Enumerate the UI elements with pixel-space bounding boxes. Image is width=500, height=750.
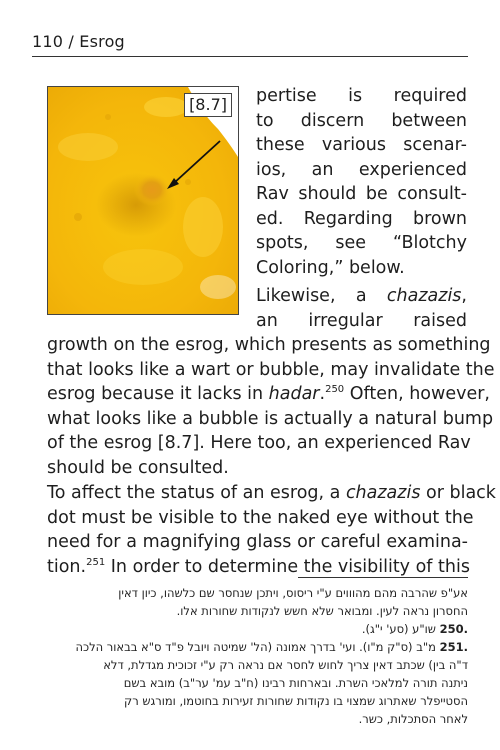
footnote-251-line: לאחר הסתכלות, כשר. [358,712,468,726]
footnote-ref-251: 251 [86,556,106,568]
footnote-250: .250 שו"ע (סע' י"ג). [361,622,468,636]
footnote-251-line: ניתנה תורה למלאכי השרת. ובארחות רבינו (ח"ב עמ' ער"ב) מובא בשם [123,676,468,690]
column-line: an irregular raised [256,310,467,331]
figure-label: [8.7] [184,93,232,117]
paragraph-visibility [47,481,496,579]
paragraph-line: tion.$^{251}$ In order to determine the visibility of this [47,556,470,577]
footnote-continuation: החסרון נראה לעין. ומבואר שלא חשש לנקודות שחורות אלו. [176,604,468,618]
column-line: Rav should be consult- [256,184,467,204]
paragraph-line: should be consulted. [47,457,229,478]
header-rule [32,56,468,57]
footnote-ref-250: 250 [325,384,345,396]
wrapped-column-text [256,84,467,280]
column-line: spots, see “Blotchy [256,233,467,253]
footnote-rule [298,577,468,578]
column-line: Coloring,” below. [256,257,405,278]
paragraph-line: esrog because it lacks in hadar.$^{250}$ Often, however, [47,384,490,404]
column-line: Likewise, a chazazis, [256,286,467,306]
paragraph-line: need for a magnifying glass or careful examina- [47,532,468,552]
running-header: 110 / Esrog [32,32,125,51]
footnotes [47,584,468,728]
paragraph-chazazis [47,333,495,480]
footnote-251: .251 מ"ב (ס"ק מ"ו). ועי' בדרך אמונה (הל' שמיטה ויובל פ"ד ס"א בבאור הלכה [75,640,468,654]
paragraph-line: To affect the status of an esrog, a chazazis or black [47,483,496,503]
column-paragraph-start [256,284,467,333]
footnote-251-line: הסטייפלר שאתרוג שמצוי בו נקודות שחורות זעירות בחוטמו, ומורגש רק [124,694,468,708]
footnote-continuation: אע"פ שהרבה מהם מהוווים ע"י ריסוס, ויתכן שנחסר שם כלשהו, כיון דאין [118,586,468,600]
term-chazazis: chazazis [386,286,462,306]
term-hadar: hadar [268,384,320,404]
paragraph-line: growth on the esrog, which presents as something [47,335,491,355]
paragraph-line: what looks like a bubble is actually a natural bump [47,408,494,429]
column-line: ios, an experienced [256,159,467,180]
paragraph-line: dot must be visible to the naked eye without the [47,507,474,528]
column-line: to discern between [256,110,467,131]
esrog-closeup-figure [47,86,239,315]
esrog-closeup-photo [48,87,238,314]
column-line: pertise is required [256,86,467,106]
column-line: these various scenar- [256,135,467,155]
footnote-251-line: ד"ה בין) שכתב דאין צריך לחוש לחסר אם נראה רק ע"י זכוכית מגדלת, דלא [103,658,468,672]
paragraph-line: of the esrog [8.7]. Here too, an experienced Rav [47,433,471,453]
term-chazazis: chazazis [345,483,421,503]
column-line: ed. Regarding brown [256,208,467,229]
paragraph-line: that looks like a wart or bubble, may invalidate the [47,359,495,380]
